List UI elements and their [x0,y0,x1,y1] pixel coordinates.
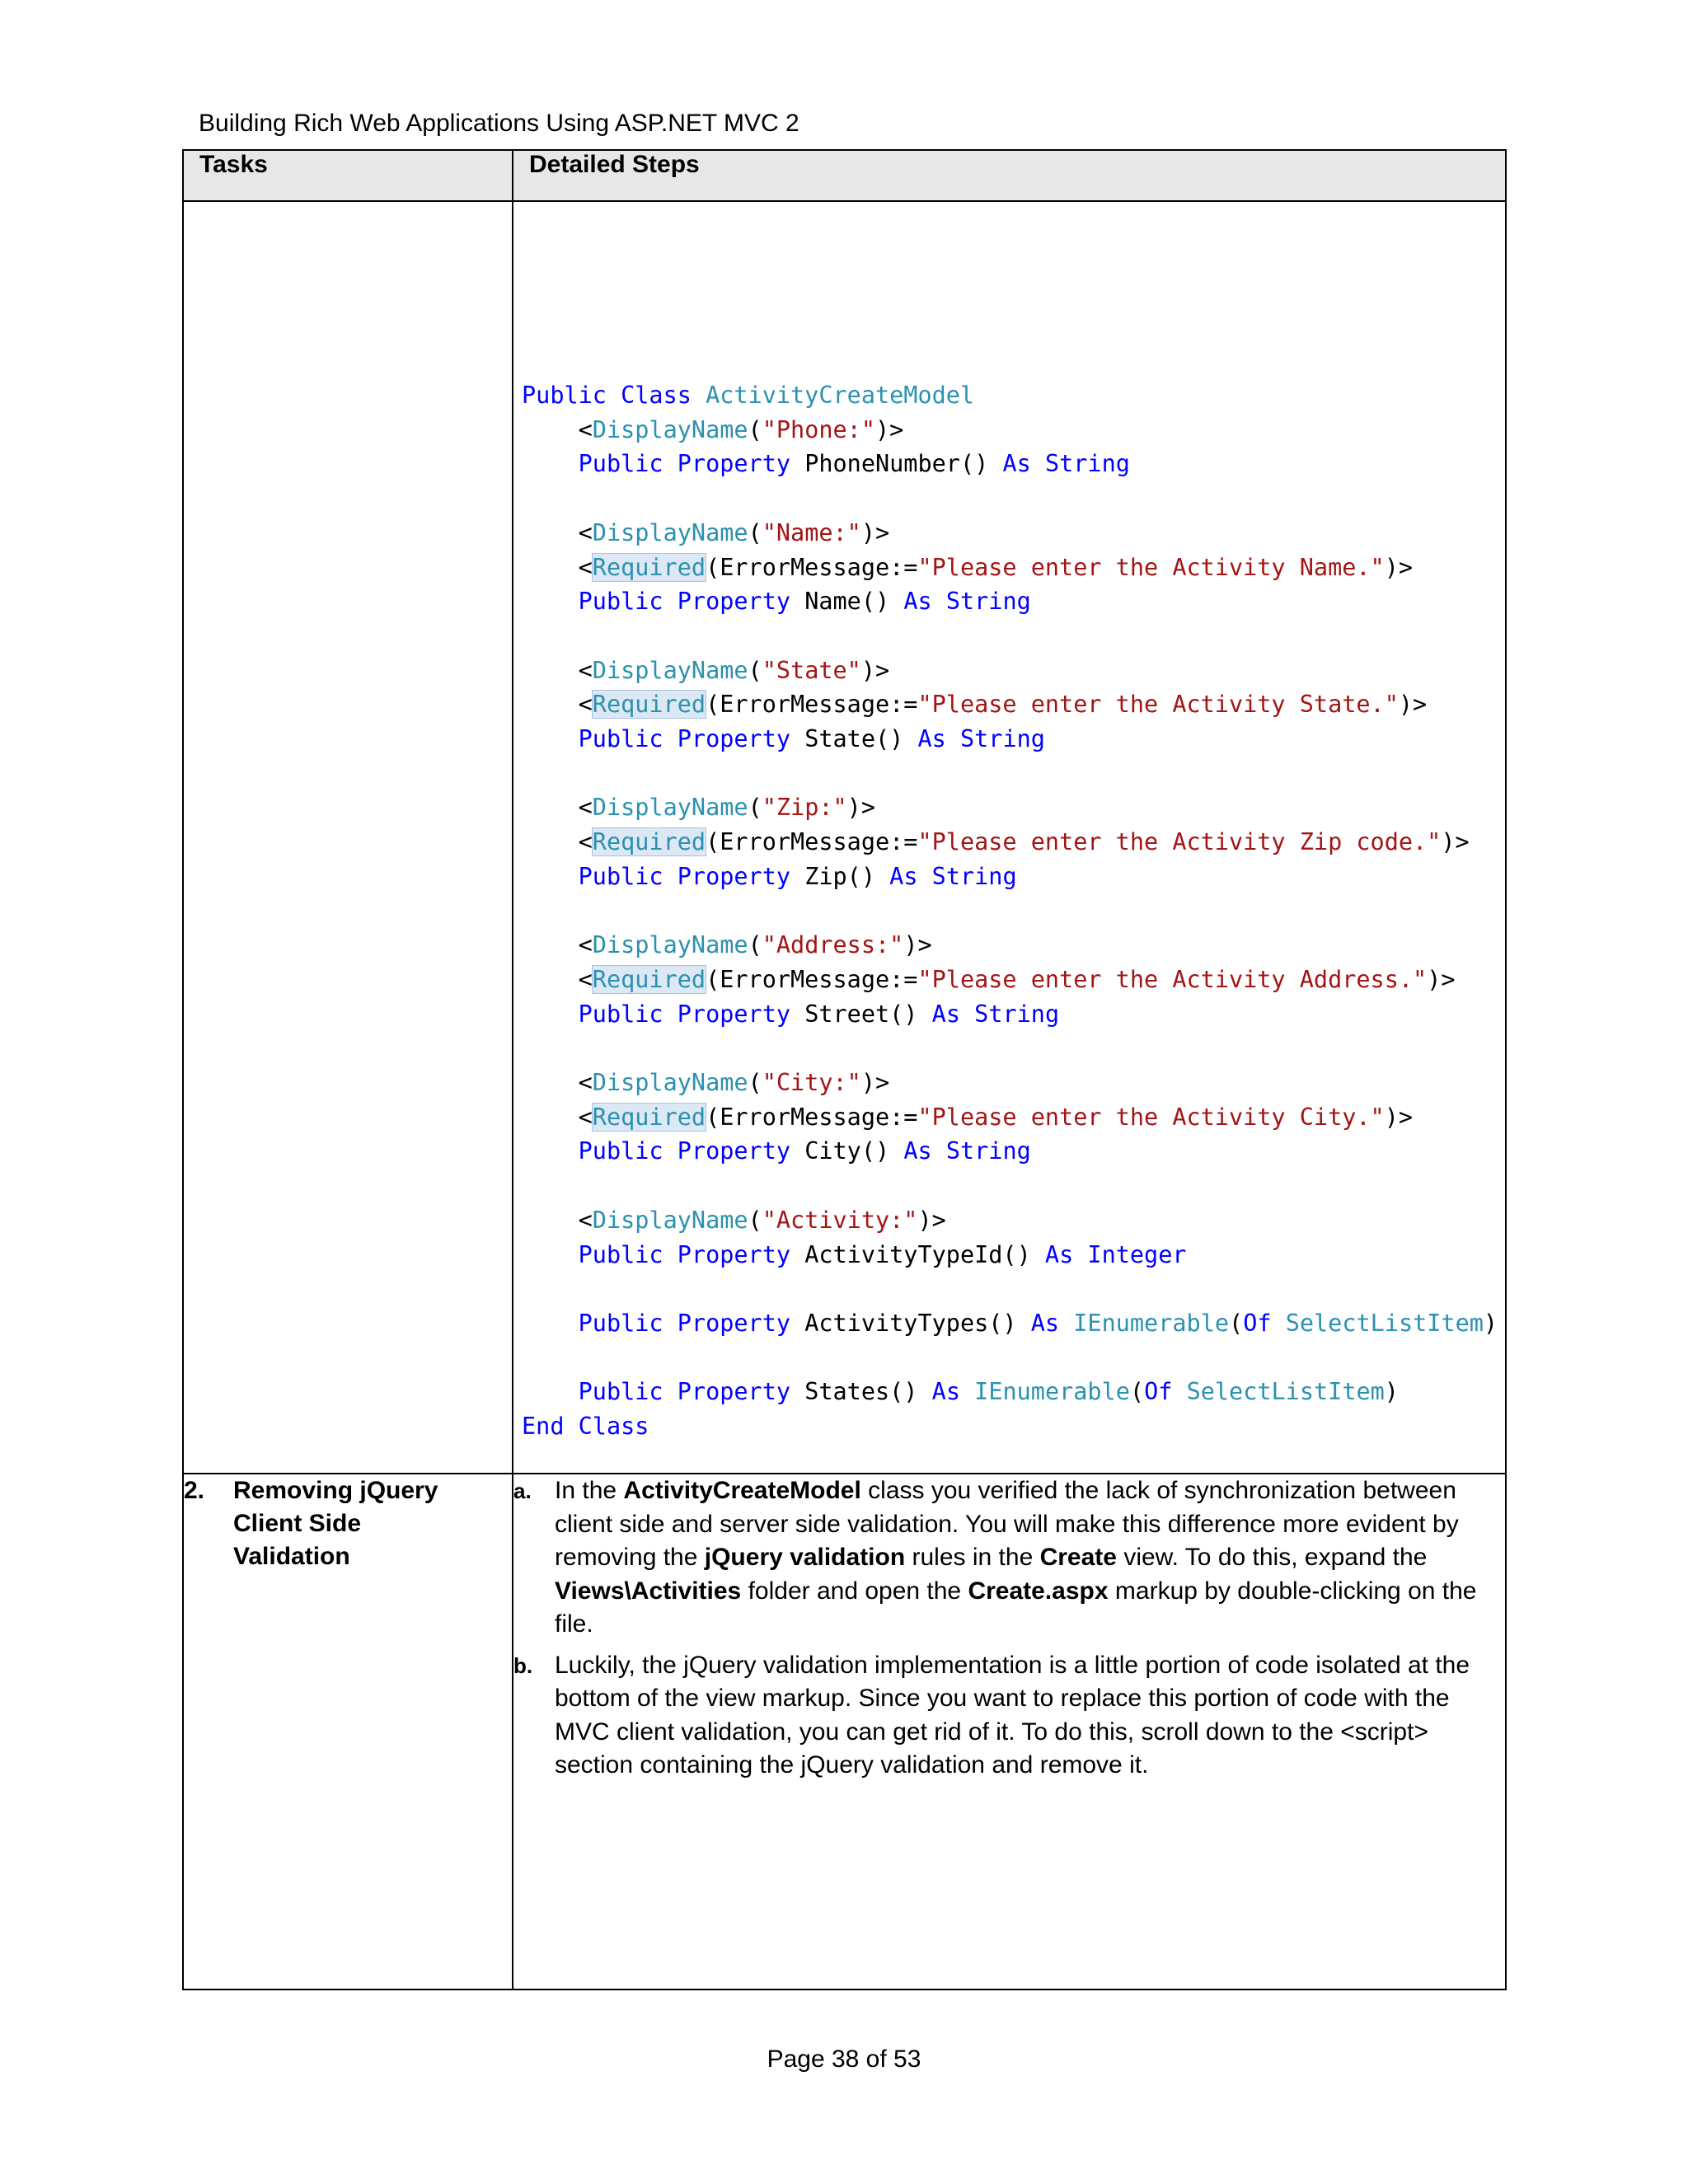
code-cell [513,201,1506,1474]
steps-table [182,149,1507,1990]
detailed-steps-cell [513,1474,1506,1990]
table-row [183,1474,1506,1990]
table-header-row [183,150,1506,201]
tasks-column-header: Tasks [183,150,513,201]
code-listing: Public Class ActivityCreateModel <DisplayName("Phone:")> Public Property PhoneNumber() As String <DisplayName("Name:")> <Required(ErrorMessage:="Please enter the Activity Name.")> Public Property Name() As String <DisplayName("State")> <Required(ErrorMessage:="Please enter the Activity State.")> Public Property State() As String <DisplayName("Zip:")> <Required(ErrorMessage:="Please enter the Activity Zip code.")> Public Property Zip() As String <DisplayName("Address:")> <Required(ErrorMessage:="Please enter the Activity Address.")> Public Property Street() As String <DisplayName("City:")> <Required(ErrorMessage:="Please enter the Activity City.")> Public Property City() As String <DisplayName("Activity:")> Public Property ActivityTypeId() As Integer Public Property ActivityTypes() As IEnumerable(Of SelectListItem) Public Property States() As IEnumerable(Of SelectListItem) End Class [522,382,1498,1441]
step-letter: a. [513,1479,532,1503]
task-title: Removing jQuery Client Side Validation [233,1477,438,1570]
step-letter: b. [513,1652,533,1678]
step-a [513,1474,1505,1642]
document-header: Building Rich Web Applications Using ASP.NET MVC 2 [199,110,799,137]
step-text: In the ActivityCreateModel class you verified the lack of synchronization between client side and server side validation. You will make this difference more evident by removing the jQuery validation rules in the Create view. To do this, expand the Views\Activities folder and open the Create.aspx markup by double-clicking on the file. [555,1477,1477,1638]
steps-column-header: Detailed Steps [513,150,1506,201]
table-row [183,201,1506,1474]
page-number: Page 38 of 53 [767,2046,921,2073]
task-cell [183,1474,513,1990]
step-b [513,1649,1505,1783]
empty-task-cell [183,201,513,1474]
task-number: 2. [184,1477,205,1504]
step-text: Luckily, the jQuery validation implementation is a little portion of code isolated at the bottom of the view markup. Since you want to replace this portion of code with the MVC client validation, you can get rid of it. To do this, scroll down to the <script> section containing the jQuery validation and remove it. [555,1651,1470,1779]
